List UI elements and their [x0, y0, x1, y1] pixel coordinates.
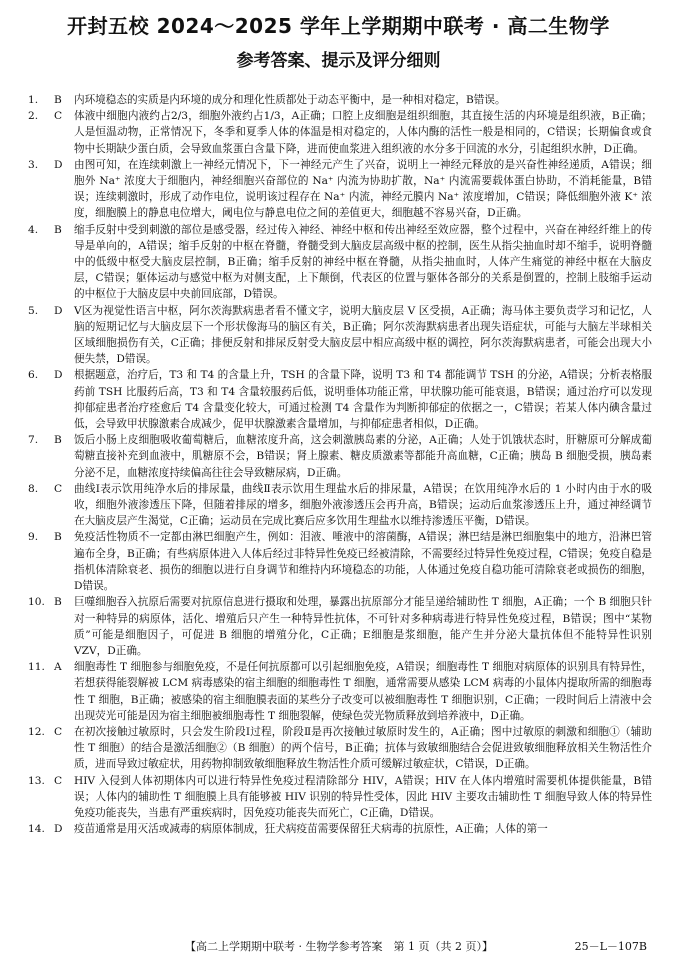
answer-item	[28, 303, 652, 368]
item-explanation: 曲线Ⅰ表示饮用纯净水后的排尿量，曲线Ⅱ表示饮用生理盐水后的排尿量，A错误；在饮用纯净水后的 1 小时内由于水的吸收，细胞外液渗透压下降，但随着排尿的增多，细胞外液渗透压会再升高，B错误；运动后血浆渗透压上升，通过神经调节在大脑皮层产生渴觉，C正确；运动员在完成比赛后应多饮用生理盐水以维持渗透压平衡，D错误。	[74, 482, 652, 528]
item-explanation: V区为视觉性语言中枢，阿尔茨海默病患者看不懂文字，说明大脑皮层 V 区受损，A正确；海马体主要负责学习和记忆，人脑的短期记忆与大脑皮层下一个形状像海马的脑区有关，B正确；阿尔茨海默病患者出现失语症状，可能与大脑左半球相关区域细胞损伤有关，C正确；排便反射和排尿反射受大脑皮层中相应高级中枢的调控，阿尔茨海默病患者，可能会出现大小便失禁，D错误。	[74, 304, 652, 366]
item-answer: D	[54, 158, 63, 171]
answer-item	[28, 108, 652, 157]
item-explanation: 在初次接触过敏原时，只会发生阶段Ⅰ过程，阶段Ⅱ是再次接触过敏原时发生的，A正确；图中过敏原的刺激和细胞①（辅助性 T 细胞）的结合是激活细胞②（B 细胞）的两个信号，B正确；抗体与致敏细胞结合会促进致敏细胞释放相关生物活性介质，进而导致过敏症状，用药物抑制致敏细胞释放生物活性介质可缓解过敏症状，C错误，D正确。	[74, 725, 652, 771]
page-title: 开封五校 2024～2025 学年上学期期中联考 · 高二生物学	[67, 14, 610, 38]
footer-code: 25－L－107B	[574, 940, 647, 953]
item-answer: D	[54, 369, 63, 382]
item-explanation: 细胞毒性 T 细胞参与细胞免疫，不是任何抗原都可以引起细胞免疫，A错误；细胞毒性 T 细胞对病原体的识别具有特异性，若想获得能裂解被 LCM 病毒感染的宿主细胞的细胞毒性 T 细胞，通常需要从感染 LCM 病毒的小鼠体内提取所需的细胞毒性 T 细胞，B正确；被感染的宿主细胞膜表面的某些分子改变可以被细胞毒性 T 细胞识别，C正确；一段时间后上清液中会出现荧光可能是因为宿主细胞被细胞毒性 T 细胞裂解，使绿色荧光物质释放到培养液中，D正确。	[74, 661, 652, 722]
item-number: 9.	[28, 531, 39, 544]
item-explanation: 根据题意，治疗后，T3 和 T4 的含量上升，TSH 的含量下降，说明 T3 和 T4 都能调节 TSH 的分泌，A错误；分析表格服药前 TSH 比服药后高，T3 和 T4 含量较服药后低，说明垂体功能正常，甲状腺功能可能衰退，B错误；通过治疗可以发现抑郁症患者治疗痊愈后 T4 含量变化较大，可通过检测 T4 含量作为判断抑郁症的依据之一，C错误；若某人体内碘含量过低，会导致甲状腺激素合成减少，促甲状腺激素含量增加，与抑郁症患者相似，D正确。	[74, 369, 653, 431]
item-number: 10.	[28, 596, 45, 609]
item-number: 2.	[28, 110, 39, 123]
item-number: 4.	[28, 223, 39, 236]
item-answer: B	[54, 531, 62, 544]
item-number: 6.	[28, 369, 39, 382]
item-answer: D	[54, 304, 63, 317]
answer-item	[28, 367, 652, 432]
item-answer: C	[54, 725, 63, 738]
answer-item	[28, 773, 652, 822]
answer-item	[28, 92, 652, 108]
item-number: 12.	[28, 725, 45, 738]
answer-item	[28, 529, 652, 594]
item-number: 8.	[28, 482, 39, 495]
item-number: 14.	[28, 823, 45, 836]
item-number: 13.	[28, 774, 45, 787]
item-answer: B	[54, 434, 62, 447]
answer-item	[28, 724, 652, 773]
answer-item	[28, 659, 652, 724]
item-explanation: 缩手反射中受到刺激的部位是感受器，经过传入神经、神经中枢和传出神经至效应器，整个过程中，兴奋在神经纤维上的传导是单向的，A错误；缩手反射的中枢在脊髓，脊髓受到大脑皮层高级中枢的控制，医生从指尖抽血时却不缩手，说明脊髓中的低级中枢受大脑皮层控制，B正确；缩手反射的神经中枢在脊髓，从指尖抽血时，人体产生痛觉的神经中枢在大脑皮层，C错误；躯体运动与感觉中枢为对侧支配，上下颠倒，代表区的位置与躯体各部分的关系是倒置的，控制上肢缩手运动的中枢位于大脑皮层中央前回底部，D错误。	[74, 223, 652, 301]
item-answer: C	[54, 774, 63, 787]
answer-item	[28, 432, 652, 481]
answer-item	[28, 157, 652, 222]
item-answer: D	[54, 823, 63, 836]
item-answer: B	[54, 94, 62, 106]
footer-caption: 【高二上学期期中联考 · 生物学参考答案 第 1 页（共 2 页）】	[185, 940, 493, 953]
item-number: 1.	[28, 94, 39, 106]
item-answer: B	[54, 596, 62, 609]
item-number: 5.	[28, 304, 39, 317]
item-explanation: 巨噬细胞吞入抗原后需要对抗原信息进行摄取和处理，暴露出抗原部分才能呈递给辅助性 T 细胞，A正确；一个 B 细胞只针对一种特异的病原体，活化、增殖后只产生一种特异性抗体，不可针对多种病毒进行特异性免疫过程，B错误；图中“某物质”可能是细胞因子，可促进 B 细胞的增殖分化，C正确；E细胞是浆细胞，能产生并分泌大量抗体但不能特异性识别 VZV，D正确。	[74, 596, 652, 657]
item-answer: A	[54, 661, 62, 674]
item-answer: C	[54, 110, 63, 123]
item-explanation: 疫苗通常是用灭活或减毒的病原体制成，狂犬病疫苗需要保留狂犬病毒的抗原性，A正确；人体的第一	[74, 823, 548, 836]
item-explanation: 内环境稳态的实质是内环境的成分和理化性质都处于动态平衡中，是一种相对稳定，B错误。	[74, 94, 506, 106]
item-explanation: 饭后小肠上皮细胞吸收葡萄糖后，血糖浓度升高，这会刺激胰岛素的分泌，A正确；人处于饥饿状态时，肝糖原可分解成葡萄糖直接补充到血液中，肌糖原不会，B错误；肾上腺素、糖皮质激素等都能升高血糖，C正确；胰岛 B 细胞受损，胰岛素分泌不足，血糖浓度持续偏高往往会导致糖尿病，D正确。	[74, 434, 652, 479]
item-number: 3.	[28, 158, 39, 171]
page-subtitle: 参考答案、提示及评分细则	[236, 51, 441, 71]
answer-item	[28, 222, 652, 303]
item-explanation: 体液中细胞内液约占2/3，细胞外液约占1/3，A正确；口腔上皮细胞是组织细胞，其直接生活的内环境是组织液，B正确；人是恒温动物，正常情况下，冬季和夏季人体的体温是相对稳定的，人体内酶的活性一般是相同的，C错误；长期偏食或食物中长期缺少蛋白质，会导致血浆蛋白含量下降，进而使血浆进入组织液的水分多于回流的水分，引起组织水肿，D正确。	[74, 110, 652, 155]
item-number: 7.	[28, 434, 39, 447]
item-answer: C	[54, 482, 63, 495]
item-explanation: HIV 入侵到人体初期体内可以进行特异性免疫过程清除部分 HIV，A错误；HIV 在人体内增殖时需要机体提供能量，B错误；人体内的辅助性 T 细胞膜上具有能够被 HIV 识别的特异性受体，因此 HIV 主要攻击辅助性 T 细胞导致人体的特异性免疫功能丧失，当患有严重疾病时，因免疫功能丧失而死亡，C正确，D错误。	[74, 774, 652, 819]
answer-item	[28, 594, 652, 659]
answer-item	[28, 821, 652, 837]
item-explanation: 由图可知，在连续刺激上一神经元情况下，下一神经元产生了兴奋，说明上一神经元释放的是兴奋性神经递质，A错误；细胞外 Na⁺ 浓度大于细胞内，神经细胞兴奋部位的 Na⁺ 内流为协助扩散，Na⁺ 内流需要载体蛋白协助，不消耗能量，B错误；连续刺激时，形成了动作电位，说明该过程存在 Na⁺ 内流，神经元膜内 Na⁺ 浓度增加，C错误；降低细胞外液 K⁺ 浓度，细胞膜上的静息电位增大，阈电位与静息电位之间的差值更大，细胞越不容易兴奋，D正确。	[74, 158, 652, 220]
item-answer: B	[54, 223, 62, 236]
item-explanation: 免疫活性物质不一定都由淋巴细胞产生，例如：泪液、唾液中的溶菌酶，A错误；淋巴结是淋巴细胞集中的地方，沿淋巴管遍布全身，B正确；有些病原体进入人体后经过非特异性免疫已经被清除，不需要经过特异性免疫过程，C错误；免疫自稳是指机体清除衰老、损伤的细胞以进行自身调节和维持内环境稳态的功能，人体通过免疫自稳功能可清除衰老或损伤的细胞，D错误。	[74, 531, 652, 593]
item-number: 11.	[28, 661, 45, 674]
answer-item	[28, 481, 652, 530]
answer-list	[28, 92, 652, 837]
